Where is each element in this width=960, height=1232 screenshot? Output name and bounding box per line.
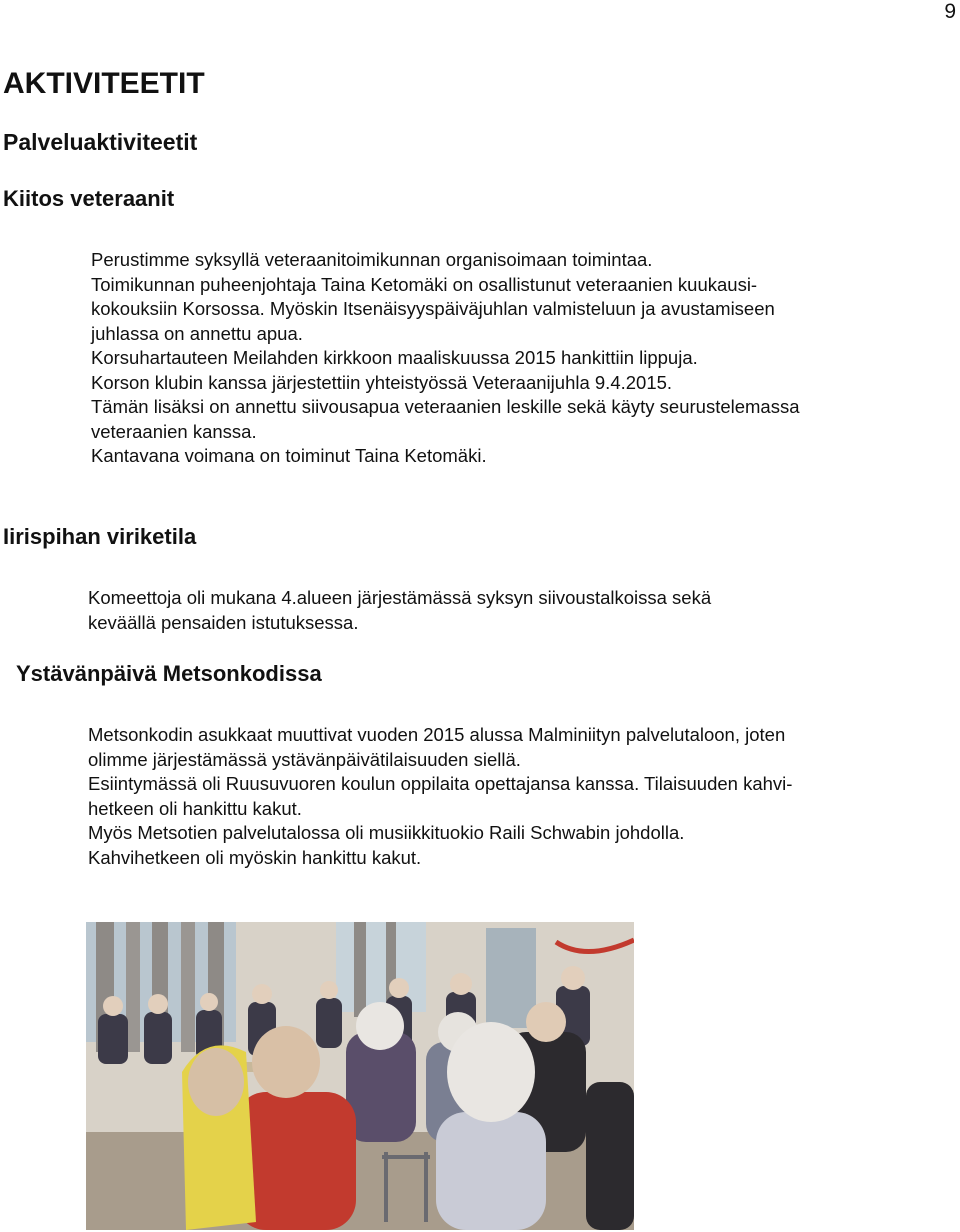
- text-line: Esiintymässä oli Ruusuvuoren koulun oppilaita opettajansa kanssa. Tilaisuuden kahvi-: [88, 773, 793, 794]
- text-line: Toimikunnan puheenjohtaja Taina Ketomäki on osallistunut veteraanien kuukausi-: [91, 273, 758, 295]
- event-photo-illustration: [86, 922, 634, 1230]
- text-line: Korson klubin kanssa järjestettiin yhteistyössä Veteraanijuhla 9.4.2015.: [91, 371, 673, 393]
- paragraph-kiitos-veteraanit: [91, 248, 800, 469]
- paragraph-iirispihan-viriketila: [88, 586, 711, 635]
- text-line: olimme järjestämässä ystävänpäivätilaisuuden siellä.: [88, 748, 521, 770]
- text-line: Kahvihetkeen oli myöskin hankittu kakut.: [88, 846, 422, 868]
- text-line: Kantavana voimana on toiminut Taina Ketomäki.: [91, 445, 487, 466]
- text-line: veteraanien kanssa.: [91, 420, 257, 442]
- text-line: Myös Metsotien palvelutalossa oli musiikkituokio Raili Schwabin johdolla.: [88, 822, 685, 843]
- section-subtitle: Palveluaktiviteetit: [3, 129, 198, 155]
- text-line: hetkeen oli hankittu kakut.: [88, 797, 302, 819]
- text-line: Komeettoja oli mukana 4.alueen järjestämässä syksyn siivoustalkoissa sekä: [88, 587, 712, 608]
- page-number: 9: [944, 0, 956, 23]
- paragraph-ystavanpaiva-metsonkodissa: [88, 723, 792, 870]
- text-line: Tämän lisäksi on annettu siivousapua veteraanien leskille sekä käyty seurustelemassa: [91, 396, 800, 417]
- event-photo: [86, 922, 634, 1230]
- text-line: Korsuhartauteen Meilahden kirkkoon maaliskuussa 2015 hankittiin lippuja.: [91, 347, 698, 368]
- text-line: Metsonkodin asukkaat muuttivat vuoden 2015 alussa Malminiityn palvelutaloon, joten: [88, 724, 786, 745]
- page-title: AKTIVITEETIT: [3, 67, 205, 100]
- heading-kiitos-veteraanit: Kiitos veteraanit: [3, 186, 175, 211]
- text-line: kokouksiin Korsossa. Myöskin Itsenäisyyspäiväjuhlan valmisteluun ja avustamiseen: [91, 298, 775, 319]
- heading-ystavanpaiva-metsonkodissa: Ystävänpäivä Metsonkodissa: [16, 661, 322, 686]
- text-line: juhlassa on annettu apua.: [91, 322, 303, 344]
- heading-iirispihan-viriketila: Iirispihan viriketila: [3, 524, 197, 549]
- text-line: keväällä pensaiden istutuksessa.: [88, 611, 359, 633]
- text-line: Perustimme syksyllä veteraanitoimikunnan organisoimaan toimintaa.: [91, 249, 653, 270]
